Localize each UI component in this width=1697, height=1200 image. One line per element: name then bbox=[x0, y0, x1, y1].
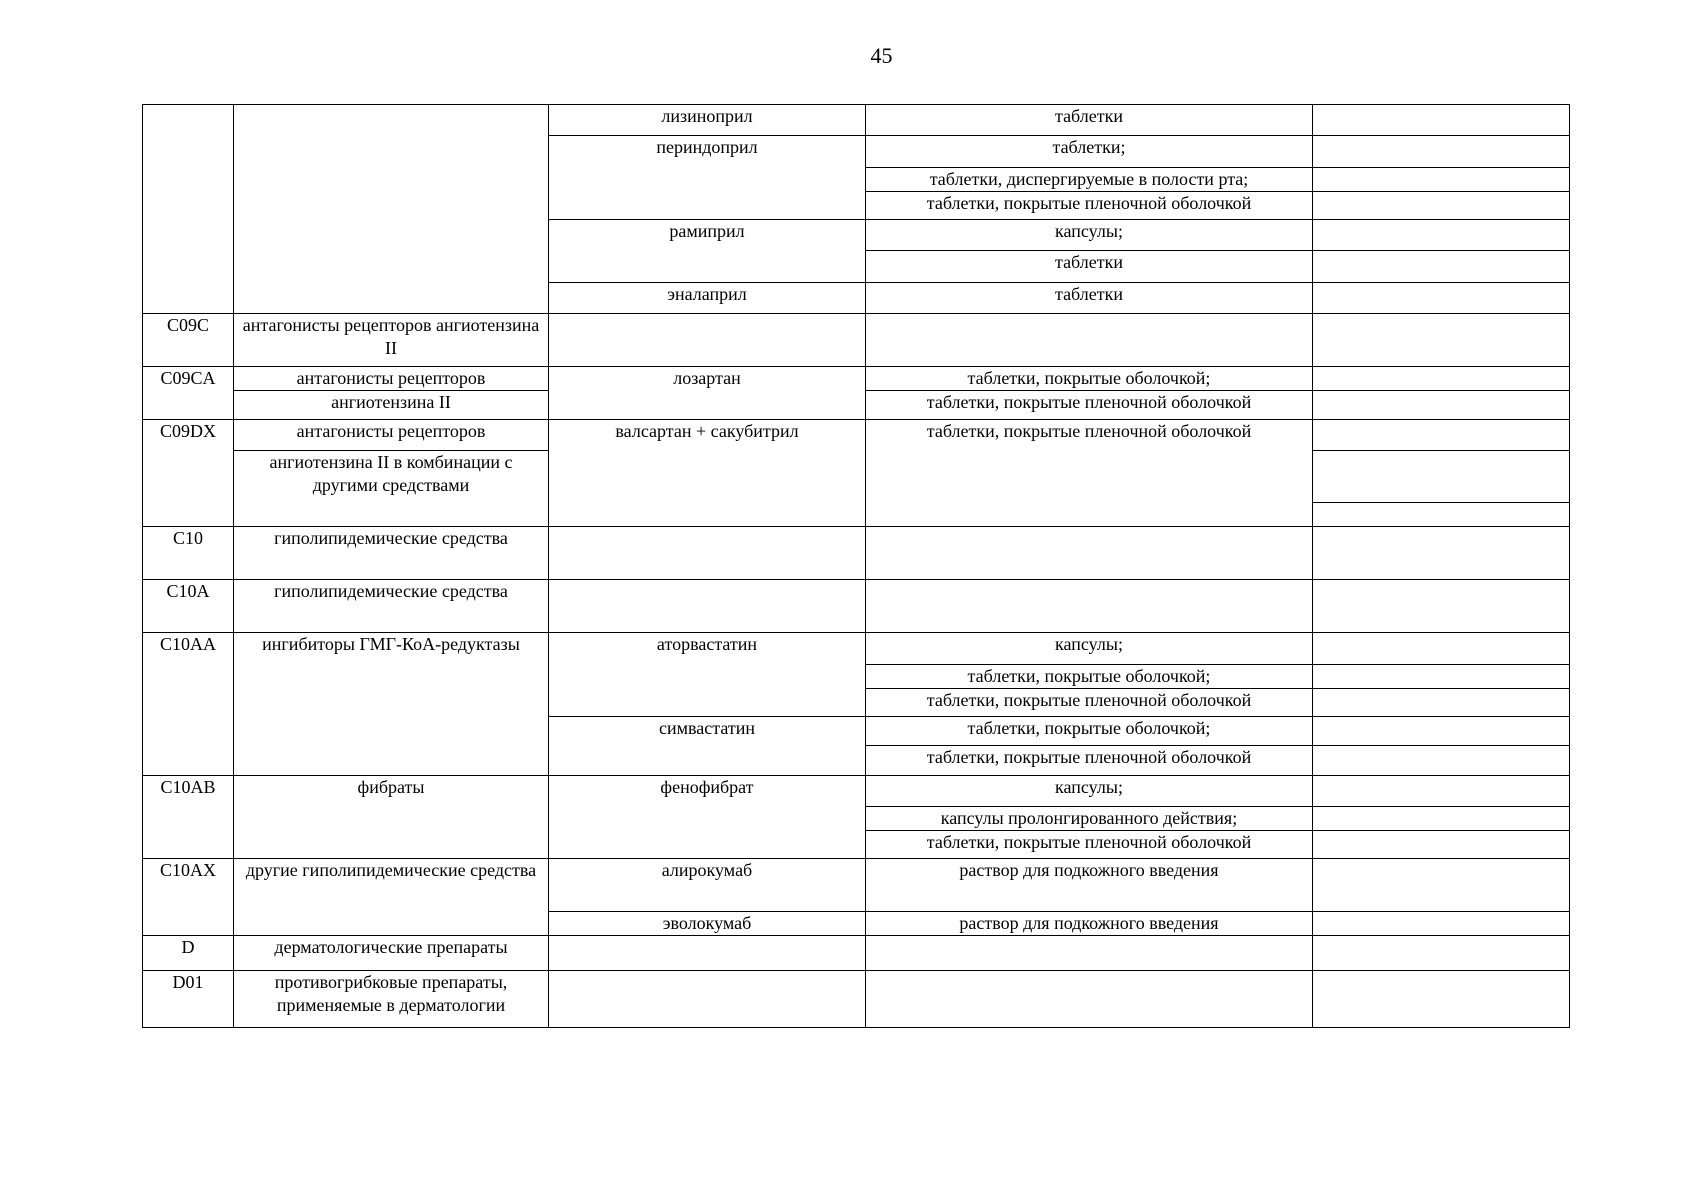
dosage-form-cell: раствор для подкожного введения bbox=[866, 912, 1313, 936]
extra-cell bbox=[1313, 746, 1570, 776]
table-row bbox=[143, 527, 1570, 580]
extra-cell bbox=[1313, 283, 1570, 314]
dosage-form-cell: таблетки, покрытые оболочкой; bbox=[866, 665, 1313, 689]
table-row bbox=[143, 776, 1570, 807]
dosage-form-cell: таблетки, покрытые пленочной оболочкой bbox=[866, 746, 1313, 776]
extra-cell bbox=[1313, 971, 1570, 1028]
dosage-form-cell: капсулы пролонгированного действия; bbox=[866, 807, 1313, 831]
dosage-form-cell bbox=[866, 936, 1313, 971]
atc-code-cell: C09CA bbox=[143, 367, 234, 420]
atc-group-cell bbox=[234, 105, 549, 314]
extra-cell bbox=[1313, 251, 1570, 283]
table-row bbox=[143, 105, 1570, 136]
extra-cell bbox=[1313, 105, 1570, 136]
table-row bbox=[143, 936, 1570, 971]
drug-name-cell: аторвастатин bbox=[549, 633, 866, 717]
dosage-form-cell: раствор для подкожного введения bbox=[866, 859, 1313, 912]
extra-cell bbox=[1313, 859, 1570, 912]
atc-code-cell: C10AA bbox=[143, 633, 234, 776]
extra-cell bbox=[1313, 420, 1570, 451]
table-row bbox=[143, 314, 1570, 367]
drug-name-cell: периндоприл bbox=[549, 136, 866, 220]
dosage-form-cell: таблетки, покрытые пленочной оболочкой bbox=[866, 192, 1313, 220]
page-number: 45 bbox=[870, 43, 893, 68]
extra-cell bbox=[1313, 665, 1570, 689]
extra-cell bbox=[1313, 367, 1570, 391]
table-row bbox=[143, 580, 1570, 633]
atc-group-cell: гиполипидемические средства bbox=[234, 580, 549, 633]
extra-cell bbox=[1313, 580, 1570, 633]
extra-cell bbox=[1313, 220, 1570, 251]
dosage-form-cell: таблетки, покрытые оболочкой; bbox=[866, 367, 1313, 391]
drug-name-cell: эналаприл bbox=[549, 283, 866, 314]
drug-name-cell bbox=[549, 936, 866, 971]
atc-code-cell bbox=[143, 105, 234, 314]
extra-cell bbox=[1313, 503, 1570, 527]
extra-cell bbox=[1313, 527, 1570, 580]
dosage-form-cell: таблетки, покрытые пленочной оболочкой bbox=[866, 831, 1313, 859]
atc-group-cell: ангиотензина II bbox=[234, 391, 549, 420]
dosage-form-cell: капсулы; bbox=[866, 776, 1313, 807]
drug-name-cell: симвастатин bbox=[549, 717, 866, 776]
extra-cell bbox=[1313, 717, 1570, 746]
atc-code-cell: C09C bbox=[143, 314, 234, 367]
dosage-form-cell: капсулы; bbox=[866, 220, 1313, 251]
atc-code-cell: C10AX bbox=[143, 859, 234, 936]
atc-group-cell: другие гиполипидемические средства bbox=[234, 859, 549, 936]
extra-cell bbox=[1313, 936, 1570, 971]
extra-cell bbox=[1313, 831, 1570, 859]
drug-name-cell: алирокумаб bbox=[549, 859, 866, 912]
atc-group-cell: фибраты bbox=[234, 776, 549, 859]
extra-cell bbox=[1313, 633, 1570, 665]
extra-cell bbox=[1313, 136, 1570, 168]
dosage-form-cell bbox=[866, 971, 1313, 1028]
atc-group-cell: антагонисты рецепторов ангиотензина II bbox=[234, 314, 549, 367]
atc-code-cell: C10 bbox=[143, 527, 234, 580]
table-row bbox=[143, 367, 1570, 391]
atc-code-cell: C09DX bbox=[143, 420, 234, 527]
table-row bbox=[143, 633, 1570, 665]
extra-cell bbox=[1313, 912, 1570, 936]
atc-code-cell: C10AB bbox=[143, 776, 234, 859]
drug-name-cell: лозартан bbox=[549, 367, 866, 420]
atc-group-cell: дерматологические препараты bbox=[234, 936, 549, 971]
extra-cell bbox=[1313, 192, 1570, 220]
atc-group-cell: противогрибковые препараты, применяемые в дерматологии bbox=[234, 971, 549, 1028]
dosage-form-cell bbox=[866, 314, 1313, 367]
atc-code-cell: C10A bbox=[143, 580, 234, 633]
drug-name-cell bbox=[549, 314, 866, 367]
drug-name-cell bbox=[549, 527, 866, 580]
drug-name-cell: рамиприл bbox=[549, 220, 866, 283]
atc-group-cell: гиполипидемические средства bbox=[234, 527, 549, 580]
drug-name-cell bbox=[549, 580, 866, 633]
dosage-form-cell: таблетки, покрытые оболочкой; bbox=[866, 717, 1313, 746]
drug-name-cell bbox=[549, 971, 866, 1028]
dosage-form-cell bbox=[866, 580, 1313, 633]
dosage-form-cell: таблетки, покрытые пленочной оболочкой bbox=[866, 420, 1313, 527]
dosage-form-cell: таблетки, диспергируемые в полости рта; bbox=[866, 168, 1313, 192]
extra-cell bbox=[1313, 451, 1570, 503]
drug-name-cell: эволокумаб bbox=[549, 912, 866, 936]
dosage-form-cell: таблетки bbox=[866, 105, 1313, 136]
dosage-form-cell: капсулы; bbox=[866, 633, 1313, 665]
atc-group-cell: ингибиторы ГМГ-КоА-редуктазы bbox=[234, 633, 549, 776]
dosage-form-cell bbox=[866, 527, 1313, 580]
table-row bbox=[143, 971, 1570, 1028]
extra-cell bbox=[1313, 168, 1570, 192]
drug-table bbox=[142, 104, 1570, 1028]
drug-name-cell: лизиноприл bbox=[549, 105, 866, 136]
drug-name-cell: фенофибрат bbox=[549, 776, 866, 859]
atc-code-cell: D bbox=[143, 936, 234, 971]
extra-cell bbox=[1313, 807, 1570, 831]
drug-name-cell: валсартан + сакубитрил bbox=[549, 420, 866, 527]
extra-cell bbox=[1313, 689, 1570, 717]
extra-cell bbox=[1313, 314, 1570, 367]
atc-group-cell: антагонисты рецепторов bbox=[234, 367, 549, 391]
atc-code-cell: D01 bbox=[143, 971, 234, 1028]
table-row bbox=[143, 420, 1570, 451]
extra-cell bbox=[1313, 776, 1570, 807]
dosage-form-cell: таблетки; bbox=[866, 136, 1313, 168]
atc-group-cell: антагонисты рецепторов bbox=[234, 420, 549, 451]
dosage-form-cell: таблетки, покрытые пленочной оболочкой bbox=[866, 391, 1313, 420]
table-row bbox=[143, 859, 1570, 912]
dosage-form-cell: таблетки bbox=[866, 251, 1313, 283]
dosage-form-cell: таблетки, покрытые пленочной оболочкой bbox=[866, 689, 1313, 717]
extra-cell bbox=[1313, 391, 1570, 420]
dosage-form-cell: таблетки bbox=[866, 283, 1313, 314]
atc-group-cell: ангиотензина II в комбинации с другими средствами bbox=[234, 451, 549, 527]
